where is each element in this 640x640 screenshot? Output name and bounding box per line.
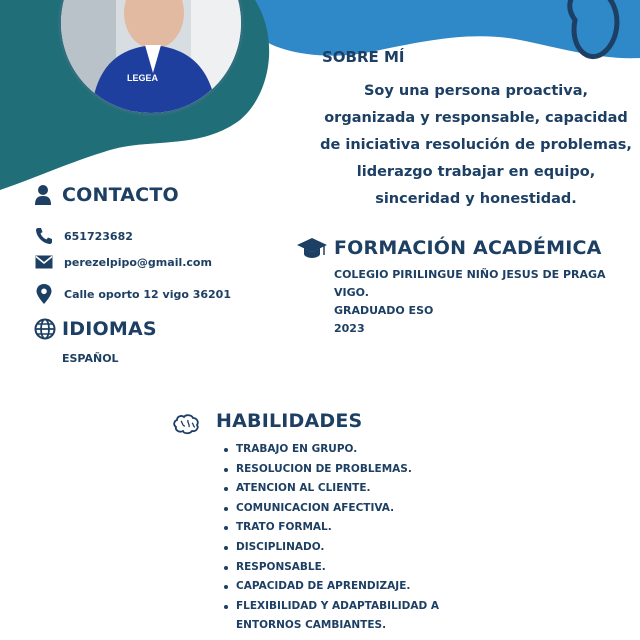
mail-icon	[34, 252, 54, 272]
list-item: FLEXIBILIDAD Y ADAPTABILIDAD A	[222, 597, 439, 617]
graduation-cap-icon	[296, 236, 328, 260]
person-icon	[34, 184, 52, 206]
languages-header	[34, 318, 157, 340]
skills-title: HABILIDADES	[216, 410, 363, 432]
svg-text:LEGEA: LEGEA	[127, 73, 159, 83]
contact-email-row	[34, 252, 212, 272]
education-city: VIGO.	[334, 286, 369, 299]
contact-phone-row	[34, 226, 133, 246]
list-item: RESOLUCION DE PROBLEMAS.	[222, 460, 439, 480]
contact-header	[34, 184, 179, 206]
education-year: 2023	[334, 322, 365, 335]
language-item: ESPAÑOL	[62, 352, 119, 365]
education-header	[296, 236, 602, 260]
list-item: COMUNICACION AFECTIVA.	[222, 499, 439, 519]
location-pin-icon	[34, 284, 54, 304]
education-details	[334, 266, 606, 338]
list-item: TRABAJO EN GRUPO.	[222, 440, 439, 460]
list-item: CAPACIDAD DE APRENDIZAJE.	[222, 577, 439, 597]
contact-address-row	[34, 284, 231, 304]
list-item-continuation: ENTORNOS CAMBIANTES.	[236, 619, 387, 632]
list-item: TRATO FORMAL.	[222, 518, 439, 538]
brain-icon	[172, 414, 200, 436]
education-school: COLEGIO PIRILINGUE NIÑO JESUS DE PRAGA	[334, 268, 606, 281]
phone-icon	[34, 226, 54, 246]
about-title: SOBRE MÍ	[322, 48, 405, 66]
skills-header	[172, 406, 362, 436]
list-item: ATENCION AL CLIENTE.	[222, 479, 439, 499]
skills-list	[222, 440, 439, 636]
address: Calle oporto 12 vigo 36201	[64, 287, 231, 301]
list-item: RESPONSABLE.	[222, 558, 439, 578]
contact-title: CONTACTO	[62, 184, 179, 206]
list-item: DISCIPLINADO.	[222, 538, 439, 558]
globe-icon	[34, 318, 56, 340]
education-title: FORMACIÓN ACADÉMICA	[334, 237, 602, 259]
about-text: Soy una persona proactiva, organizada y responsable, capacidad de iniciativa resolución de problemas, liderazgo trabajar en equipo, sinceridad y honestidad.	[320, 83, 632, 207]
education-degree: GRADUADO ESO	[334, 304, 434, 317]
email-address: perezelpipo@gmail.com	[64, 255, 212, 269]
languages-title: IDIOMAS	[62, 318, 157, 340]
phone-number: 651723682	[64, 229, 133, 243]
